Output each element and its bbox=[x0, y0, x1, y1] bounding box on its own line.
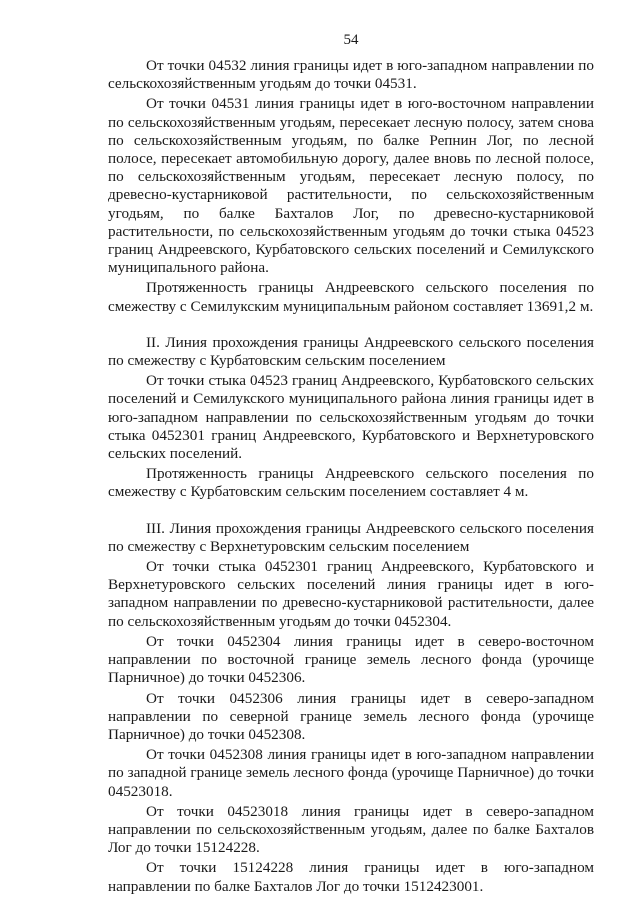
paragraph-10: От точки 0452306 линия границы идет в северо-западном направлении по северной границе земель лесного фонда (урочище Парничное) до точки 0452308. bbox=[108, 689, 594, 743]
page-number: 54 bbox=[343, 32, 359, 48]
section-heading-3: III. Линия прохождения границы Андреевского сельского поселения по смежеству с Верхнетуровским сельским поселением bbox=[108, 519, 594, 555]
paragraph-9: От точки 0452304 линия границы идет в северо-восточном направлении по восточной границе земель лесного фонда (урочище Парничное) до точки 0452306. bbox=[108, 632, 594, 687]
paragraph-2: От точки 04531 линия границы идет в юго-восточном направлении по сельскохозяйственным угодьям, пересекает лесную полосу, затем снова по сельскохозяйственным угодьям, по балке Репнин Лог, по лесной полосе, пересекает автомобильную дорогу, далее вновь по лесной полосе, по сельскохозяйственным угодьям, пересекает лесную полосу, по древесно-кустарниковой растительности, по сельскохозяйственным угодьям, по балке Бахталов Лог, по древесно-кустарниковой растительности, по сельскохозяйственным угодьям до точки стыка 04523 границ Андреевского, Курбатовского сельских поселений и Семилукского муниципального района. bbox=[108, 95, 594, 277]
paragraph-12: От точки 04523018 линия границы идет в северо-западном направлении по сельскохозяйственным угодьям, далее по балке Бахталов Лог до точки 15124228. bbox=[108, 802, 594, 857]
paragraph-13: От точки 15124228 линия границы идет в юго-западном направлении по балке Бахталов Лог до точки 1512423001. bbox=[108, 859, 594, 895]
section-heading-2: II. Линия прохождения границы Андреевского сельского поселения по смежеству с Курбатовским сельским поселением bbox=[108, 333, 594, 370]
paragraph-1: От точки 04532 линия границы идет в юго-западном направлении по сельскохозяйственным угодьям до точки 04531. bbox=[108, 57, 594, 93]
paragraph-5: От точки стыка 04523 границ Андреевского, Курбатовского сельских поселений и Семилукского муниципального района линия границы идет в юго-западном направлении по сельскохозяйственным угодьям до точки стыка 0452301 границ Андреевского, Курбатовского и Верхнетуровского сельских поселений. bbox=[108, 372, 594, 463]
paragraph-11: От точки 0452308 линия границы идет в юго-западном направлении по западной границе земель лесного фонда (урочище Парничное) до точки 04523018. bbox=[108, 746, 594, 800]
paragraph-3: Протяженность границы Андреевского сельского поселения по смежеству с Семилукским муниципальным районом составляет 13691,2 м. bbox=[108, 279, 594, 315]
paragraph-8: От точки стыка 0452301 границ Андреевского, Курбатовского и Верхнетуровского сельских поселений линия границы идет в юго-западном направлении по древесно-кустарниковой растительности, далее по сельскохозяйственным угодьям до точки 0452304. bbox=[108, 558, 594, 630]
paragraph-6: Протяженность границы Андреевского сельского поселения по смежеству с Курбатовским сельским поселением составляет 4 м. bbox=[108, 465, 594, 501]
